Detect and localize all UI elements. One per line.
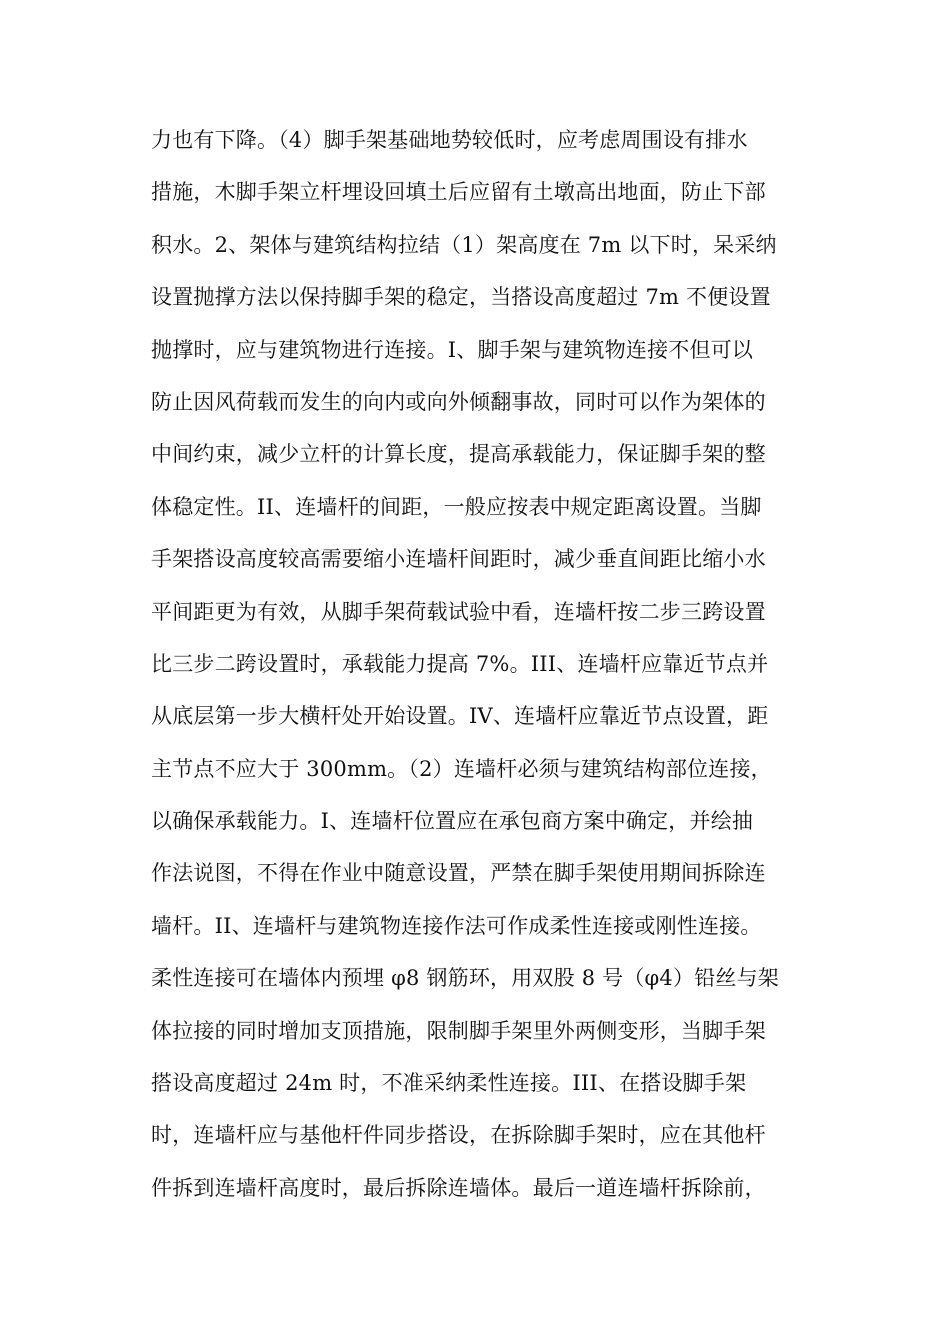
text-line-17: 柔性连接可在墙体内预埋 φ8 钢筋环，用双股 8 号（φ4）铅丝与架: [151, 966, 779, 991]
text-line-8: 体稳定性。II、连墙杆的间距，一般应按表中规定距离设置。当脚: [151, 494, 762, 519]
text-line-16: 墙杆。II、连墙杆与建筑物连接作法可作成柔性连接或刚性连接。: [151, 913, 762, 938]
text-line-9: 手架搭设高度较高需要缩小连墙杆间距时，减少垂直间距比缩小水: [151, 547, 766, 572]
body-text: [151, 114, 811, 1214]
text-line-21: 件拆到连墙杆高度时，最后拆除连墙体。最后一道连墙杆拆除前，: [151, 1175, 766, 1200]
text-line-6: 防止因风荷载而发生的向内或向外倾翻事故，同时可以作为架体的: [151, 389, 766, 414]
text-line-1: 力也有下降。（4）脚手架基础地势较低时，应考虑周围设有排水: [151, 128, 748, 152]
text-line-3: 积水。2、架体与建筑结构拉结（1）架高度在 7m 以下时，呆采纳: [151, 232, 777, 257]
text-line-20: 时，连墙杆应与基他杆件同步搭设，在拆除脚手架时，应在其他杆: [151, 1123, 766, 1148]
text-line-13: 主节点不应大于 300mm。（2）连墙杆必须与建筑结构部位连接，: [151, 756, 772, 781]
text-line-5: 抛撑时，应与建筑物进行连接。I、脚手架与建筑物连接不但可以: [151, 337, 754, 362]
text-line-18: 体拉接的同时增加支顶措施，限制脚手架里外两侧变形，当脚手架: [151, 1018, 766, 1043]
text-line-7: 中间约束，减少立杆的计算长度，提高承载能力，保证脚手架的整: [151, 442, 766, 467]
text-line-14: 以确保承载能力。I、连墙杆位置应在承包商方案中确定，并绘抽: [151, 809, 754, 834]
text-line-12: 从底层第一步大横杆处开始设置。IV、连墙杆应靠近节点设置，距: [151, 704, 769, 729]
text-line-2: 措施，木脚手架立杆埋设回填土后应留有土墩高出地面，防止下部: [151, 180, 766, 205]
text-line-15: 作法说图，不得在作业中随意设置，严禁在脚手架使用期间拆除连: [151, 861, 766, 886]
text-line-11: 比三步二跨设置时，承载能力提高 7%。III、连墙杆应靠近节点并: [151, 651, 769, 676]
text-line-19: 搭设高度超过 24m 时，不准采纳柔性连接。III、在搭设脚手架: [151, 1071, 747, 1096]
text-line-4: 设置抛撑方法以保持脚手架的稳定，当搭设高度超过 7m 不便设置: [151, 285, 771, 310]
text-line-10: 平间距更为有效，从脚手架荷载试验中看，连墙杆按二步三跨设置: [151, 599, 766, 624]
